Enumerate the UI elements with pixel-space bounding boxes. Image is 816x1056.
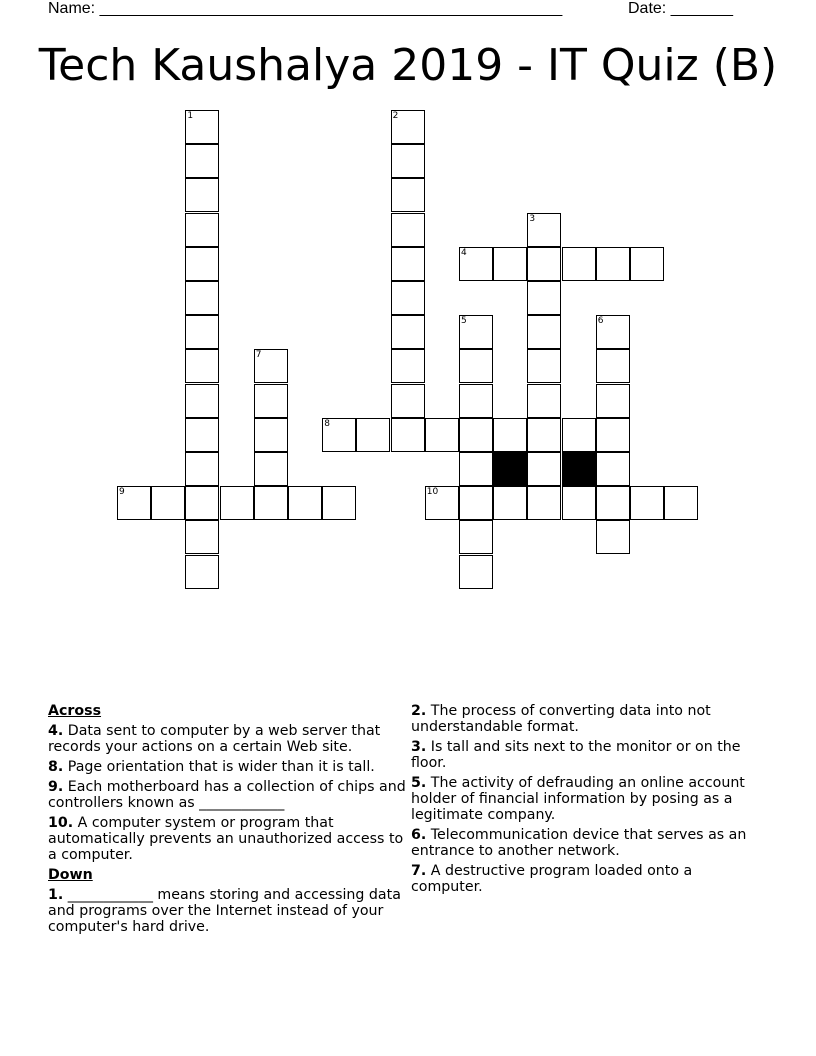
- crossword-cell[interactable]: [185, 520, 219, 554]
- crossword-cell[interactable]: [527, 281, 561, 315]
- crossword-cell[interactable]: [391, 110, 425, 144]
- clue-number: 1: [187, 111, 194, 121]
- clue-item: [48, 723, 408, 755]
- crossword-cell[interactable]: [185, 418, 219, 452]
- crossword-cell[interactable]: [391, 418, 425, 452]
- crossword-cell[interactable]: [527, 384, 561, 418]
- crossword-cell[interactable]: [527, 418, 561, 452]
- clue-item: [48, 779, 408, 811]
- date-field-label: Date: _______: [628, 0, 733, 17]
- clue-item: [48, 815, 408, 863]
- clue-number-label: 2.: [411, 703, 427, 719]
- crossword-cell[interactable]: [185, 486, 219, 520]
- clue-item: [411, 703, 761, 735]
- crossword-cell[interactable]: [391, 247, 425, 281]
- crossword-cell[interactable]: [254, 418, 288, 452]
- clue-number-label: 8.: [48, 759, 64, 775]
- crossword-cell[interactable]: [664, 486, 698, 520]
- clue-text: A destructive program loaded onto a computer.: [411, 863, 693, 895]
- crossword-cell[interactable]: [185, 281, 219, 315]
- crossword-cell[interactable]: [288, 486, 322, 520]
- crossword-cell[interactable]: [185, 555, 219, 589]
- clue-number: 10: [426, 487, 439, 498]
- clues-right-column: [411, 703, 761, 899]
- crossword-cell[interactable]: [459, 349, 493, 383]
- clue-text: The process of converting data into not understandable format.: [411, 703, 711, 735]
- crossword-cell[interactable]: [459, 486, 493, 520]
- clue-item: [48, 759, 408, 775]
- crossword-cell[interactable]: [596, 520, 630, 554]
- crossword-cell[interactable]: [185, 315, 219, 349]
- clue-number: 8: [324, 418, 330, 429]
- crossword-cell[interactable]: [391, 315, 425, 349]
- crossword-cell[interactable]: [493, 418, 527, 452]
- crossword-cell[interactable]: [630, 486, 664, 520]
- crossword-cell[interactable]: [391, 213, 425, 247]
- page-title: Tech Kaushalya 2019 - IT Quiz (B): [38, 40, 778, 91]
- crossword-cell[interactable]: [185, 110, 219, 144]
- name-field-label: Name: ____________________________________________________: [48, 0, 563, 17]
- clues-left-column: [48, 703, 408, 939]
- crossword-cell[interactable]: [527, 247, 561, 281]
- crossword-cell[interactable]: [391, 144, 425, 178]
- crossword-cell[interactable]: [254, 384, 288, 418]
- clue-number-label: 9.: [48, 779, 64, 795]
- crossword-cell[interactable]: [459, 384, 493, 418]
- crossword-cell[interactable]: [493, 247, 527, 281]
- clue-text: Data sent to computer by a web server that records your actions on a certain Web site.: [48, 723, 381, 755]
- crossword-cell[interactable]: [596, 486, 630, 520]
- crossword-cell[interactable]: [425, 486, 459, 520]
- clue-text: Page orientation that is wider than it is tall.: [67, 759, 375, 775]
- crossword-cell[interactable]: [459, 315, 493, 349]
- clue-item: [411, 863, 761, 895]
- clue-number: 2: [392, 111, 399, 121]
- clue-number-label: 4.: [48, 723, 64, 739]
- crossword-cell[interactable]: [391, 178, 425, 212]
- clue-item: [48, 887, 408, 935]
- crossword-cell[interactable]: [185, 213, 219, 247]
- across-heading: Across: [48, 703, 102, 719]
- crossword-cell[interactable]: [185, 144, 219, 178]
- crossword-cell[interactable]: [459, 247, 493, 281]
- crossword-cell[interactable]: [527, 315, 561, 349]
- crossword-cell[interactable]: [527, 213, 561, 247]
- crossword-cell[interactable]: [596, 384, 630, 418]
- crossword-cell[interactable]: [185, 349, 219, 383]
- crossword-cell[interactable]: [493, 486, 527, 520]
- crossword-cell[interactable]: [254, 349, 288, 383]
- crossword-cell[interactable]: [596, 452, 630, 486]
- clue-text: Is tall and sits next to the monitor or on the floor.: [411, 739, 741, 771]
- clue-item: [411, 827, 761, 859]
- crossword-cell[interactable]: [562, 418, 596, 452]
- clue-number: 6: [597, 316, 604, 327]
- clue-number: 7: [255, 350, 262, 361]
- crossword-cell[interactable]: [459, 555, 493, 589]
- crossword-cell[interactable]: [630, 247, 664, 281]
- down-heading: Down: [48, 867, 93, 883]
- crossword-cell[interactable]: [117, 486, 151, 520]
- clue-text: Each motherboard has a collection of chips and controllers known as ____________: [48, 779, 406, 811]
- crossword-cell[interactable]: [596, 315, 630, 349]
- crossword-cell[interactable]: [459, 520, 493, 554]
- crossword-cell[interactable]: [562, 247, 596, 281]
- crossword-cell[interactable]: [459, 452, 493, 486]
- crossword-cell[interactable]: [322, 418, 356, 452]
- crossword-cell[interactable]: [596, 247, 630, 281]
- crossword-cell[interactable]: [391, 384, 425, 418]
- clue-text: A computer system or program that automatically prevents an unauthorized access to a computer.: [48, 815, 404, 863]
- crossword-block-cell: [493, 452, 527, 486]
- clue-number-label: 7.: [411, 863, 427, 879]
- clue-item: [411, 739, 761, 771]
- crossword-cell[interactable]: [185, 247, 219, 281]
- crossword-cell[interactable]: [459, 418, 493, 452]
- clue-number-label: 10.: [48, 815, 74, 831]
- clue-number: 4: [461, 247, 467, 258]
- crossword-cell[interactable]: [391, 281, 425, 315]
- crossword-cell[interactable]: [356, 418, 390, 452]
- crossword-cell[interactable]: [596, 418, 630, 452]
- clue-number-label: 5.: [411, 775, 427, 791]
- crossword-cell[interactable]: [562, 486, 596, 520]
- clue-number-label: 3.: [411, 739, 427, 755]
- crossword-cell[interactable]: [527, 486, 561, 520]
- crossword-cell[interactable]: [151, 486, 185, 520]
- clue-number-label: 1.: [48, 887, 64, 903]
- crossword-cell[interactable]: [185, 452, 219, 486]
- clue-number: 9: [119, 487, 125, 498]
- clue-text: Telecommunication device that serves as an entrance to another network.: [411, 827, 747, 859]
- clue-text: ____________ means storing and accessing data and programs over the Internet instead of your computer's hard drive.: [48, 887, 401, 935]
- crossword-cell[interactable]: [185, 178, 219, 212]
- clue-item: [411, 775, 761, 823]
- crossword-cell[interactable]: [185, 384, 219, 418]
- crossword-cell[interactable]: [527, 349, 561, 383]
- clue-number: 5: [461, 316, 467, 327]
- clue-text: The activity of defrauding an online account holder of financial information by posing as a legitimate company.: [411, 775, 745, 823]
- crossword-block-cell: [562, 452, 596, 486]
- crossword-cell[interactable]: [254, 452, 288, 486]
- crossword-cell[interactable]: [322, 486, 356, 520]
- crossword-cell[interactable]: [391, 349, 425, 383]
- crossword-cell[interactable]: [596, 349, 630, 383]
- crossword-cell[interactable]: [527, 452, 561, 486]
- clue-number: 3: [529, 213, 536, 224]
- crossword-cell[interactable]: [220, 486, 254, 520]
- crossword-cell[interactable]: [425, 418, 459, 452]
- clue-number-label: 6.: [411, 827, 427, 843]
- crossword-cell[interactable]: [254, 486, 288, 520]
